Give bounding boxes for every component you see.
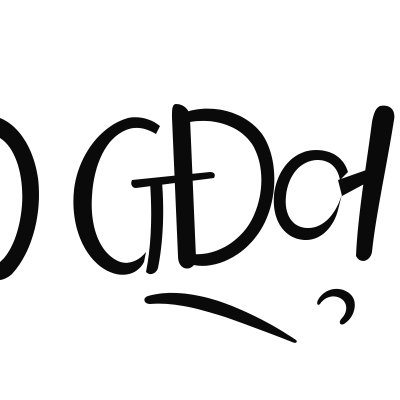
underline-swash bbox=[144, 293, 296, 343]
glyph-d-stem bbox=[172, 104, 196, 269]
glyph-a-bowl bbox=[274, 150, 348, 240]
glyph-d-bowl bbox=[186, 109, 274, 266]
glyph-g-bar bbox=[131, 172, 215, 188]
glyph-left-partial bbox=[0, 118, 39, 280]
glyph-g bbox=[73, 117, 160, 274]
glyph-g-stem bbox=[146, 182, 163, 274]
descender-hook bbox=[317, 289, 355, 325]
